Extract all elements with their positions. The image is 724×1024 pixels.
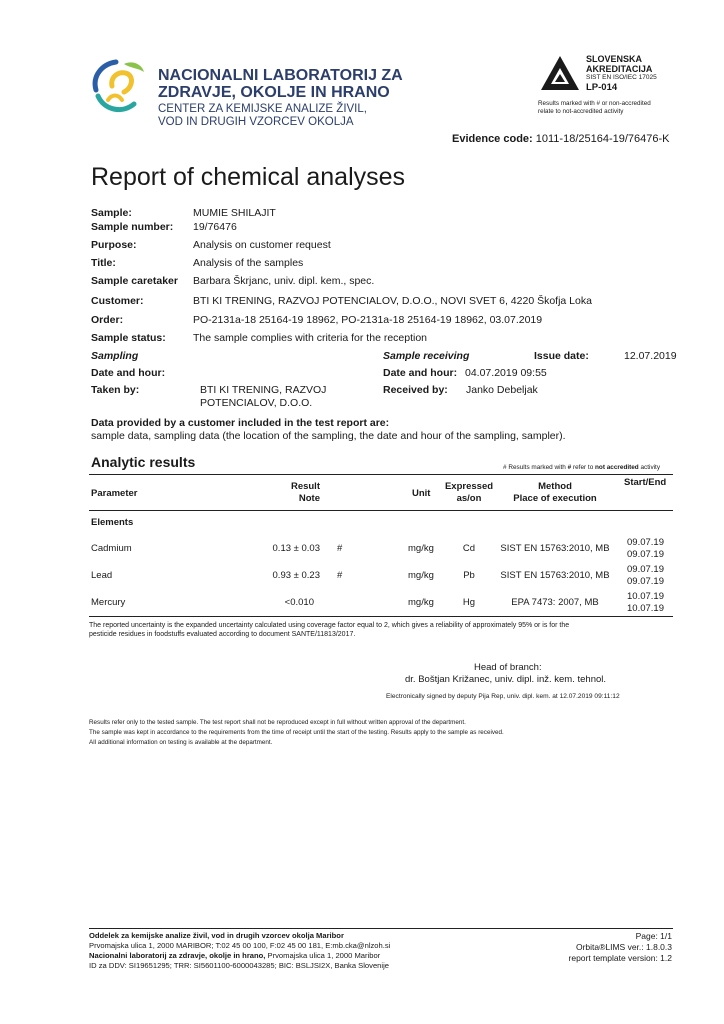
column-method: Method [538,481,572,492]
row-lead-unit: mg/kg [408,570,434,581]
column-unit: Unit [412,488,431,499]
row-mercury-parameter: Mercury [91,597,126,608]
evidence-code-label: Evidence code: [452,133,533,145]
footer-address: Prvomajska ulica 1, 2000 MARIBOR; T:02 45 00 100, F:02 45 00 181, E:mb.cka@nlzoh.si [89,941,391,950]
evidence-code-value: 1011-18/25164-19/76476-K [535,133,670,145]
row-cadmium-start: 09.07.19 [627,537,664,548]
taken-by-value-line2: POTENCIALOV, D.O.O. [200,397,313,409]
taken-by-value-line1: BTI KI TRENING, RAZVOJ [200,384,327,396]
received-by-value: Janko Debeljak [466,384,538,396]
column-result: Result [290,481,320,492]
results-heading: Analytic results [91,454,196,470]
column-place: Place of execution [513,493,597,504]
row-cadmium-note: # [337,543,343,554]
title-value: Analysis of the samples [193,257,304,269]
results-accreditation-note: # Results marked with # refer to not accredited activity [503,464,661,471]
sampling-date-hour-label: Date and hour: [91,367,166,379]
sample-receiving-label: Sample receiving [383,350,470,362]
accreditation-code: LP-014 [586,82,618,93]
report-title: Report of chemical analyses [91,163,406,191]
row-cadmium-method: SIST EN 15763:2010, MB [500,543,610,554]
order-value: PO-2131a-18 25164-19 18962, PO-2131a-18 25164-19 18962, 03.07.2019 [193,314,543,326]
lab-name-line1: NACIONALNI LABORATORIJ ZA [158,67,403,84]
customer-data-text: sample data, sampling data (the location of the sampling, the date and hour of the sampling, sampler). [91,430,566,442]
row-cadmium-expressed: Cd [462,543,476,554]
footer-tax-bank: ID za DDV: SI19651295; TRR: SI5601100-6000043285; BIC: BSLJSI2X, Banka Slovenije [89,961,389,970]
row-lead-end: 09.07.19 [627,576,664,587]
row-mercury-start: 10.07.19 [627,591,664,602]
customer-label: Customer: [91,295,144,307]
sample-label: Sample: [91,207,132,219]
disclaimer-1: Results refer only to the tested sample. The test report shall not be reproduced except in full without written approval of the department. [89,719,466,726]
signature-name: dr. Boštjan Križanec, univ. dipl. inž. kem. tehnol. [405,674,607,685]
uncertainty-line2: pesticide residues in foodstuffs evaluated according to document SANTE/11813/2017. [89,631,356,638]
column-expressed: Expressed [444,481,494,492]
caretaker-label: Sample caretaker [91,275,178,287]
accreditation-name-line1: SLOVENSKA [586,54,643,64]
purpose-label: Purpose: [91,239,137,251]
row-cadmium-result: 0.13 ± 0.03 [272,543,320,554]
sample-status-label: Sample status: [91,332,166,344]
sample-status-value: The sample complies with criteria for the reception [193,332,428,344]
caretaker-value: Barbara Škrjanc, univ. dipl. kem., spec. [193,275,375,287]
customer-data-heading: Data provided by a customer included in the test report are: [91,417,390,429]
accreditation-note-line1: Results marked with # or non-accredited [538,100,651,107]
footer-institute: Nacionalni laboratorij za zdravje, okolje in hrano, Prvomajska ulica 1, 2000 Maribor [89,951,381,960]
issue-date-label: Issue date: [534,350,589,362]
sample-number-value: 19/76476 [193,221,237,233]
lab-logo-icon [88,56,150,116]
column-expressed-on: as/on [456,493,482,504]
footer-lims-version: Orbita®LIMS ver.: 1.8.0.3 [575,942,672,952]
row-cadmium-unit: mg/kg [408,543,434,554]
sampling-label: Sampling [91,350,139,362]
footer-page-number: Page: 1/1 [635,931,672,941]
row-lead-parameter: Lead [91,570,113,581]
accreditation-standard: SIST EN ISO/IEC 17025 [586,74,657,81]
row-lead-start: 09.07.19 [627,564,664,575]
signature-role: Head of branch: [474,662,542,673]
row-cadmium-end: 09.07.19 [627,549,664,560]
accreditation-mark-icon [539,54,581,92]
lab-name-line2: ZDRAVJE, OKOLJE IN HRANO [158,84,390,101]
received-by-label: Received by: [383,384,448,396]
row-lead-result: 0.93 ± 0.23 [272,570,320,581]
row-mercury-expressed: Hg [462,597,476,608]
disclaimer-3: All additional information on testing is available at the department. [89,739,273,746]
footer-template-version: report template version: 1.2 [568,953,672,963]
receiving-date-hour-label: Date and hour: [383,367,458,379]
accreditation-name-line2: AKREDITACIJA [586,64,653,74]
title-label: Title: [91,257,116,269]
row-cadmium-parameter: Cadmium [91,543,132,554]
accreditation-note-line2: relate to not-accredited activity [538,108,624,115]
receiving-date-hour-value: 04.07.2019 09:55 [465,367,547,379]
group-elements: Elements [91,517,134,528]
disclaimer-2: The sample was kept in accordance to the requirements from the time of receipt until the start of the testing. Results apply to the sample as received. [89,729,504,736]
row-mercury-result: <0.010 [284,597,314,608]
center-name-line2: VOD IN DRUGIH VZORCEV OKOLJA [158,116,354,128]
uncertainty-line1: The reported uncertainty is the expanded uncertainty calculated using coverage factor equal to 2, which gives a reliability of approximately 95% or is for the [89,622,570,629]
issue-date-value: 12.07.2019 [624,350,677,362]
row-mercury-unit: mg/kg [408,597,434,608]
row-mercury-end: 10.07.19 [627,603,664,614]
center-name-line1: CENTER ZA KEMIJSKE ANALIZE ŽIVIL, [158,103,367,115]
column-note: Note [298,493,320,504]
column-parameter: Parameter [91,488,138,499]
order-label: Order: [91,314,124,326]
sample-value: MUMIE SHILAJIT [193,207,276,219]
footer-department: Oddelek za kemijske analize živil, vod in drugih vzorcev okolja Maribor [89,931,344,940]
row-lead-note: # [337,570,343,581]
row-mercury-method: EPA 7473: 2007, MB [511,597,599,608]
purpose-value: Analysis on customer request [193,239,331,251]
row-lead-method: SIST EN 15763:2010, MB [500,570,610,581]
electronic-signature: Electronically signed by deputy Pija Rep, univ. dipl. kem. at 12.07.2019 09:11:12 [386,693,620,700]
customer-value: BTI KI TRENING, RAZVOJ POTENCIALOV, D.O.O., NOVI SVET 6, 4220 Škofja Loka [193,295,592,307]
sample-number-label: Sample number: [91,221,174,233]
taken-by-label: Taken by: [91,384,140,396]
row-lead-expressed: Pb [463,570,475,581]
column-start-end: Start/End [624,477,667,488]
